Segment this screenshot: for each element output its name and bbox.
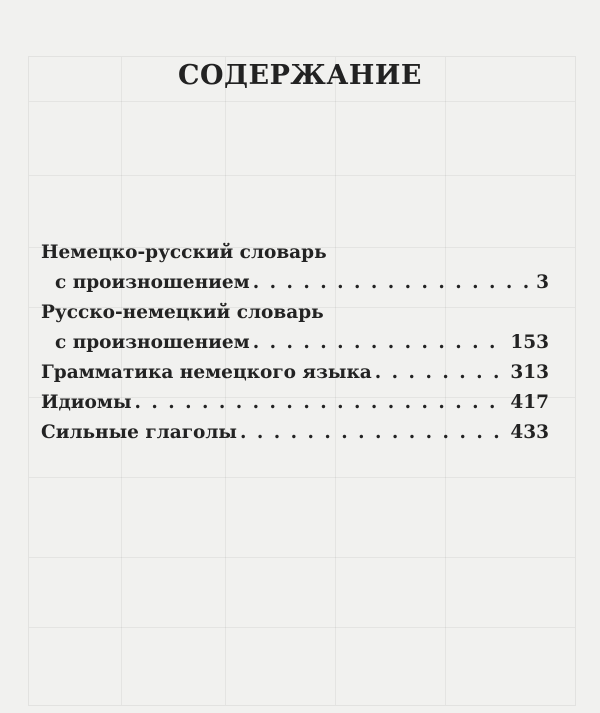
toc-entry-title: Идиомы [41,392,132,413]
toc-entry-title: Немецко-русский словарь [41,242,327,263]
toc-entry [41,298,549,358]
toc-page-number: 417 [510,392,549,413]
page-title: СОДЕРЖАНИЕ [178,60,422,91]
toc-page-number: 153 [510,332,549,353]
toc-page-number: 3 [536,272,549,293]
dot-leader [253,328,508,358]
dot-leader [253,268,533,298]
toc-entry-line [41,328,549,358]
toc-entry [41,358,549,388]
toc-page-number: 313 [510,362,549,383]
toc-entry-title: с произношением [55,272,250,293]
toc-entry-line [41,268,549,298]
toc-entry-title: с произношением [55,332,250,353]
toc-entry [41,388,549,418]
dot-leader [240,418,507,448]
toc-entry-title: Русско-немецкий словарь [41,302,324,323]
dot-leader [135,388,508,418]
dot-leader [375,358,508,388]
toc-entry [41,418,549,448]
toc-page-number: 433 [510,422,549,443]
table-of-contents [41,238,549,448]
toc-entry [41,238,549,298]
toc-entry-title: Сильные глаголы [41,422,237,443]
toc-entry-title: Грамматика немецкого языка [41,362,372,383]
